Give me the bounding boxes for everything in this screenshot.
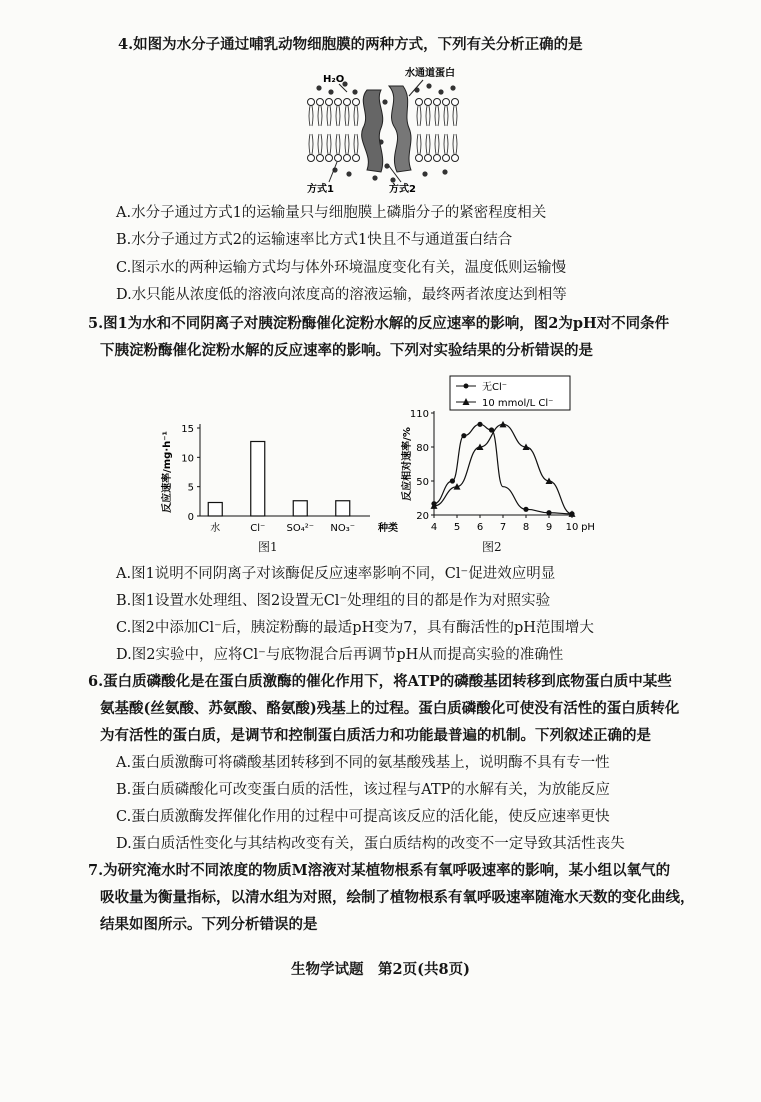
q5-stem-line2: 下胰淀粉酶催化淀粉水解的反应速率的影响。下列对实验结果的分析错误的是 (100, 342, 593, 359)
y-tick-label: 10 (181, 453, 194, 465)
q4-option-a: A.水分子通过方式1的运输量只与细胞膜上磷脂分子的紧密程度相关 (116, 205, 547, 221)
aquaporin-protein-left (362, 90, 383, 172)
phospholipid-head (416, 155, 423, 162)
figure-1-caption: 图1 (258, 540, 278, 554)
q7-stem-line1: 7.为研究淹水时不同浓度的物质M溶液对某植物根系有氧呼吸速率的影响，某小组以氧气的 (88, 862, 671, 879)
phospholipid-tail (327, 106, 331, 126)
y-tick-label: 0 (187, 512, 194, 523)
phospholipid-tail (435, 106, 439, 126)
phospholipid-tail (453, 106, 457, 126)
q7-stem-line2: 吸收量为衡量指标，以清水组为对照，绘制了植物根系有氧呼吸速率随淹水天数的变化曲线， (100, 889, 695, 906)
y-tick-label: 20 (416, 511, 429, 522)
phospholipid-tail (318, 134, 322, 154)
phospholipid-tail (354, 106, 358, 126)
x-tick-label: 水 (210, 523, 221, 534)
water-molecule (384, 163, 389, 168)
x-axis-label: 种类 (378, 523, 398, 534)
legend-marker-circle (464, 384, 469, 389)
phospholipid-tail (345, 134, 349, 154)
phospholipid-tail (417, 134, 421, 154)
x-tick-label: SO₄²⁻ (286, 523, 315, 534)
phospholipid-head (344, 155, 351, 162)
data-point-no-cl (523, 507, 528, 512)
phospholipid-tail (336, 134, 340, 154)
data-point-cl (500, 421, 507, 428)
phospholipid-head (443, 99, 450, 106)
x-tick-label: 4 (430, 522, 438, 533)
q6-option-a: A.蛋白质激酶可将磷酸基团转移到不同的氨基酸残基上，说明酶不具有专一性 (116, 755, 610, 771)
water-molecule (450, 85, 455, 90)
figure-2-caption: 图2 (482, 540, 502, 554)
water-molecule (316, 85, 321, 90)
q4-option-c: C.图示水的两种运输方式均与体外环境温度变化有关，温度低则运输慢 (116, 260, 567, 276)
phospholipid-head (452, 155, 459, 162)
q4-option-b: B.水分子通过方式2的运输速率比方式1快且不与通道蛋白结合 (116, 232, 513, 248)
figure-2-line-chart (398, 374, 598, 534)
phospholipid-tail (426, 106, 430, 126)
water-molecule (422, 171, 427, 176)
phospholipid-tail (318, 106, 322, 126)
x-tick-label: Cl⁻ (250, 523, 266, 534)
phospholipid-tail (327, 134, 331, 154)
x-tick-label: 9 (545, 522, 553, 533)
phospholipid-tail (453, 134, 457, 154)
phospholipid-head (434, 99, 441, 106)
phospholipid-tail (426, 134, 430, 154)
q6-stem-line3: 为有活性的蛋白质，是调节和控制蛋白质活力和功能最普遍的机制。下列叙述正确的是 (100, 727, 651, 744)
legend-label: 无Cl⁻ (482, 382, 508, 393)
y-tick-label: 5 (187, 482, 194, 494)
figure-1-bar-chart (158, 420, 398, 535)
water-molecule (346, 171, 351, 176)
phospholipid-head (353, 155, 360, 162)
phospholipid-tail (309, 106, 313, 126)
water-molecule (352, 89, 357, 94)
q5-stem-line1: 5.图1为水和不同阴离子对胰淀粉酶催化淀粉水解的反应速率的影响，图2为pH对不同条件 (88, 315, 670, 332)
x-tick-label: 8 (522, 522, 530, 533)
bar (336, 501, 350, 516)
phospholipid-head (452, 99, 459, 106)
data-point-no-cl (477, 422, 482, 427)
q6-option-d: D.蛋白质活性变化与其结构改变有关，蛋白质结构的改变不一定导致其活性丧失 (116, 836, 625, 852)
bar (208, 503, 222, 516)
phospholipid-tail (444, 106, 448, 126)
phospholipid-tail (336, 106, 340, 126)
y-tick-label: 50 (416, 477, 429, 488)
phospholipid-head (425, 99, 432, 106)
membrane-figure (305, 62, 465, 194)
water-molecule (382, 99, 387, 104)
phospholipid-head (335, 155, 342, 162)
phospholipid-head (425, 155, 432, 162)
q6-stem-line2: 氨基酸(丝氨酸、苏氨酸、酪氨酸)残基上的过程。蛋白质磷酸化可使没有活性的蛋白质转化 (100, 700, 680, 717)
phospholipid-head (326, 99, 333, 106)
q7-stem-line3: 结果如图所示。下列分析错误的是 (100, 916, 318, 933)
phospholipid-tail (345, 106, 349, 126)
phospholipid-head (443, 155, 450, 162)
phospholipid-tail (354, 134, 358, 154)
data-point-no-cl (461, 433, 466, 438)
phospholipid-head (353, 99, 360, 106)
data-point-no-cl (546, 510, 551, 515)
q6-option-b: B.蛋白质磷酸化可改变蛋白质的活性，该过程与ATP的水解有关，为放能反应 (116, 782, 610, 798)
water-molecule (372, 175, 377, 180)
way1-label: 方式1 (307, 184, 334, 194)
phospholipid-head (317, 155, 324, 162)
y-tick-label: 15 (181, 424, 194, 435)
x-tick-label: NO₃⁻ (330, 523, 356, 534)
water-molecule (426, 83, 431, 88)
water-molecule (390, 177, 395, 182)
water-molecule (328, 89, 333, 94)
water-molecule (438, 89, 443, 94)
aquaporin-label: 水通道蛋白 (405, 68, 455, 79)
y-axis-label: 反应速率/mg·h⁻¹ (162, 431, 173, 513)
y-axis-label: 反应相对速率/% (402, 427, 413, 501)
phospholipid-head (308, 99, 315, 106)
q5-option-a: A.图1说明不同阴离子对该酶促反应速率影响不同，Cl⁻促进效应明显 (116, 566, 556, 582)
q6-stem-line1: 6.蛋白质磷酸化是在蛋白质激酶的催化作用下，将ATP的磷酸基团转移到底物蛋白质中某些 (88, 673, 672, 690)
series-line-no-cl (434, 424, 572, 514)
x-tick-label: 6 (476, 522, 484, 533)
phospholipid-head (308, 155, 315, 162)
q4-stem: 4.如图为水分子通过哺乳动物细胞膜的两种方式，下列有关分析正确的是 (118, 36, 583, 53)
q4-option-d: D.水只能从浓度低的溶液向浓度高的溶液运输，最终两者浓度达到相等 (116, 287, 567, 303)
x-tick-label: 10 (565, 522, 579, 533)
x-axis-label: pH (581, 522, 595, 533)
page-footer: 生物学试题 第2页(共8页) (291, 961, 470, 978)
phospholipid-head (335, 99, 342, 106)
q5-option-d: D.图2实验中，应将Cl⁻与底物混合后再调节pH从而提高实验的准确性 (116, 647, 564, 663)
x-tick-label: 7 (499, 522, 507, 533)
data-point-no-cl (450, 478, 455, 483)
phospholipid-head (344, 99, 351, 106)
aquaporin-protein-right (389, 86, 411, 172)
q5-option-c: C.图2中添加Cl⁻后，胰淀粉酶的最适pH变为7，具有酶活性的pH范围增大 (116, 620, 594, 636)
h2o-label: H₂O (323, 74, 345, 85)
phospholipid-tail (417, 106, 421, 126)
phospholipid-tail (309, 134, 313, 154)
y-tick-label: 110 (409, 409, 429, 420)
phospholipid-head (434, 155, 441, 162)
water-molecule (442, 169, 447, 174)
bar (293, 501, 307, 516)
q6-option-c: C.蛋白质激酶发挥催化作用的过程中可提高该反应的活化能，使反应速率更快 (116, 809, 610, 825)
series-line-cl (434, 424, 572, 514)
phospholipid-head (416, 99, 423, 106)
x-tick-label: 5 (453, 522, 461, 533)
bar (251, 441, 265, 516)
phospholipid-tail (444, 134, 448, 154)
legend-label: 10 mmol/L Cl⁻ (482, 398, 554, 409)
y-tick-label: 80 (416, 443, 429, 454)
phospholipid-head (326, 155, 333, 162)
phospholipid-tail (435, 134, 439, 154)
phospholipid-head (317, 99, 324, 106)
legend (450, 376, 570, 410)
q5-option-b: B.图1设置水处理组、图2设置无Cl⁻处理组的目的都是作为对照实验 (116, 593, 551, 609)
way2-label: 方式2 (389, 184, 416, 194)
